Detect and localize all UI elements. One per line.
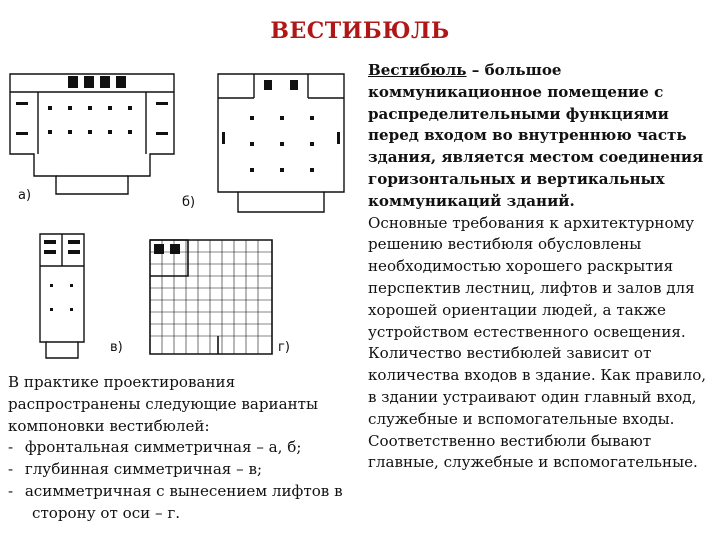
plan-g-label: г) <box>278 340 290 355</box>
plan-v-label: в) <box>110 340 123 355</box>
list-item <box>8 481 358 525</box>
definition-text: – большое коммуникационное помещение с распределительными функциями перед входом во внутреннюю часть здания, является местом соединения горизонтальных и вертикальных коммуникаций зданий. <box>368 61 704 210</box>
list-item-text: глубинная симметричная – в; <box>24 460 263 479</box>
practice-list <box>8 437 358 524</box>
practice-block <box>8 372 358 525</box>
plan-b-label: б) <box>182 195 196 210</box>
plan-a-frontal-symmetric <box>8 72 176 196</box>
plan-g-asymmetric <box>148 236 276 360</box>
list-item-text: фронтальная симметричная – а, б; <box>24 438 302 457</box>
list-bullet: - <box>8 438 14 457</box>
requirements-text: Основные требования к архитектурному решению вестибюля обусловлены необходимостью хорошего раскрытия перспектив лестниц, лифтов и залов для хорошей ориентации людей, а также устройством естественного освещения. Количество вестибюлей зависит от количества входов в здание. Как правило, в здании устраивают один главный вход, служебные и вспомогательные входы. Соответственно вестибюли бывают главные, служебные и вспомогательные. <box>368 213 707 472</box>
plan-v-deep-symmetric <box>36 232 88 360</box>
list-item <box>8 437 358 459</box>
list-bullet: - <box>8 460 14 479</box>
definition-term: Вестибюль <box>368 61 467 79</box>
list-item <box>8 459 358 481</box>
list-bullet: - <box>8 481 14 500</box>
definition-block <box>368 60 714 474</box>
practice-intro: В практике проектирования распространены следующие варианты компоновки вестибюлей: <box>8 373 319 435</box>
plan-a-label: а) <box>18 188 32 203</box>
plan-b-frontal-symmetric <box>214 72 348 214</box>
page-title: ВЕСТИБЮЛЬ <box>270 18 450 44</box>
list-item-text: асимметричная с вынесением лифтов в сторону от оси – г. <box>24 481 343 522</box>
